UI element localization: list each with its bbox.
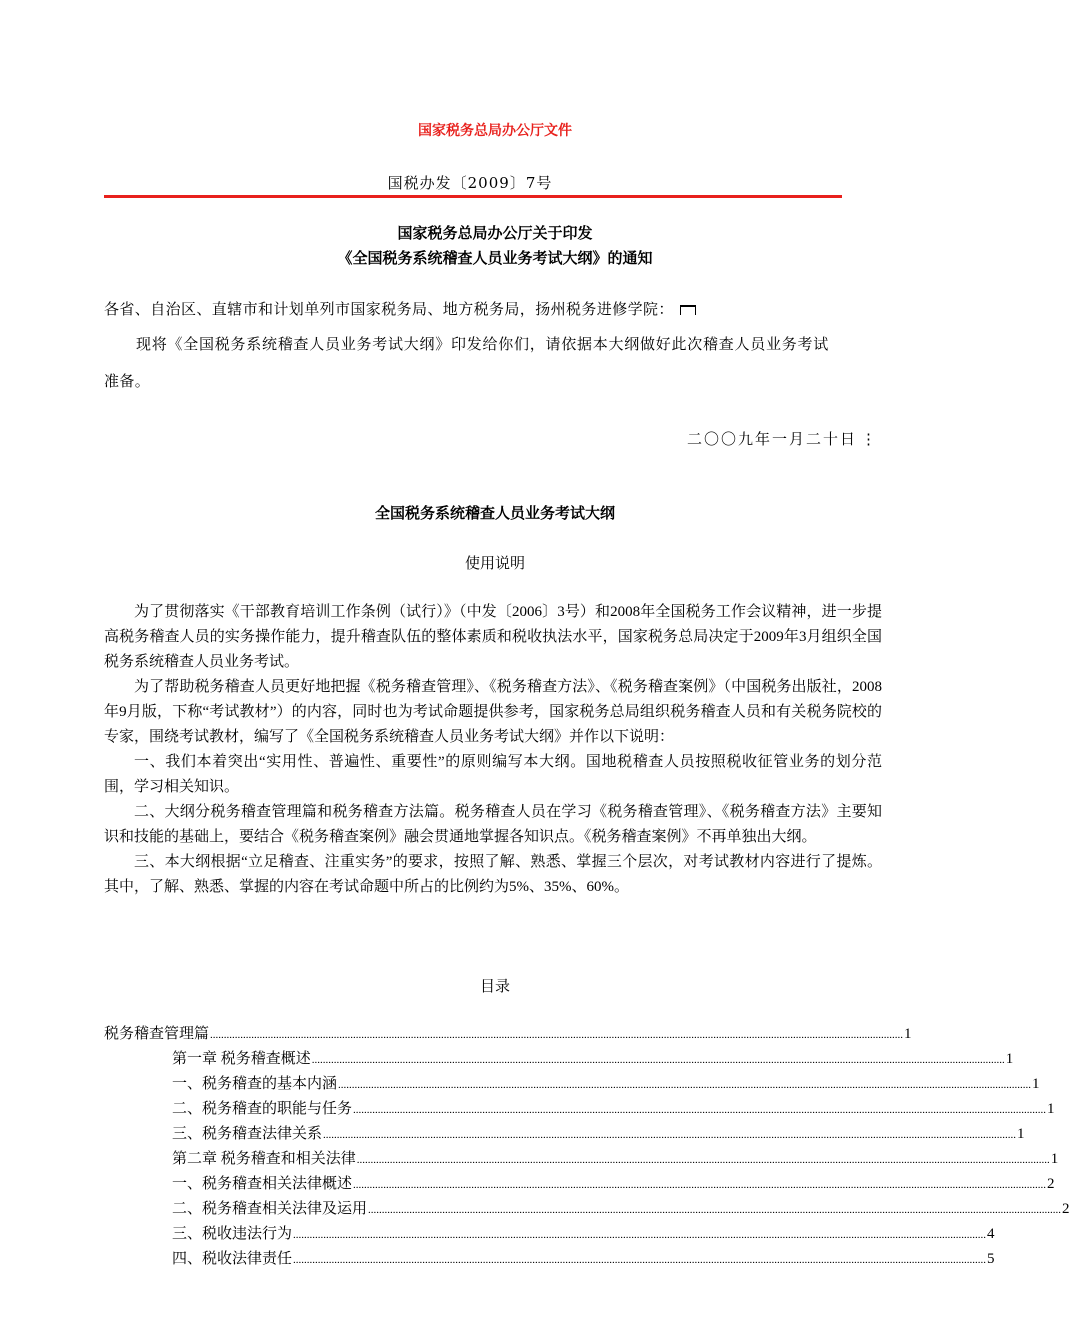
toc-entry-label: 二、税务稽查相关法律及运用 (172, 1201, 368, 1217)
toc-leader-dots: ............................................................................................................................................................................................................................................................ (293, 1254, 987, 1266)
toc-entry-page: 1 (1050, 1151, 1059, 1167)
notice-title-line1: 国家税务总局办公厅关于印发 (397, 224, 593, 242)
paragraph: 二、大纲分税务稽查管理篇和税务稽查方法篇。税务稽查人员在学习《税务稽查管理》、《税务稽查方法》主要知识和技能的基础上，要结合《税务稽查案例》融会贯通地掌握各知识点。《税务稽查案例》不再单独出大纲。 (104, 804, 882, 845)
toc-entry-page: 1 (1005, 1051, 1014, 1067)
red-divider-line (104, 195, 842, 198)
toc-entry-label: 税务稽查管理篇 (104, 1026, 210, 1042)
office-header-title: 国家税务总局办公厅文件 (418, 123, 572, 139)
toc-entry-page: 1 (1032, 1076, 1040, 1092)
toc-entry[interactable] (104, 1147, 1059, 1172)
toc-entry[interactable] (104, 1247, 995, 1272)
toc-entry[interactable] (104, 1197, 1070, 1222)
notice-title-line2: 《全国税务系统稽查人员业务考试大纲》的通知 (337, 249, 653, 267)
notice-body-line1: 现将《全国税务系统稽查人员业务考试大纲》印发给你们，请依据本大纲做好此次稽查人员业务考试 (136, 335, 830, 353)
toc-entry-page: 1 (1047, 1101, 1055, 1117)
toc-entry[interactable] (104, 1172, 1055, 1197)
toc-entry-label: 二、税务稽查的职能与任务 (172, 1101, 353, 1117)
toc-leader-dots: ............................................................................................................................................................................................................................................................ (293, 1229, 987, 1241)
toc-entry[interactable] (104, 1072, 1040, 1097)
toc-entry-page: 1 (1017, 1126, 1025, 1142)
usage-instructions (104, 600, 882, 900)
cursor-mark-icon (680, 305, 696, 315)
toc-entry-page: 1 (904, 1026, 912, 1042)
toc-leader-dots: ............................................................................................................................................................................................................................................................ (338, 1079, 1032, 1091)
date-colon-mark-icon: ⋮ (861, 430, 878, 448)
notice-date (687, 428, 878, 449)
paragraph: 三、本大纲根据“立足稽查、注重实务”的要求，按照了解、熟悉、掌握三个层次，对考试教材内容进行了提炼。其中，了解、熟悉、掌握的内容在考试命题中所占的比例约为5%、35%、60%。 (104, 854, 882, 895)
toc-entry[interactable] (104, 1022, 912, 1047)
toc-entry-label: 第一章 税务稽查概述 (172, 1051, 311, 1067)
notice-date-text: 二〇〇九年一月二十日 (686, 430, 857, 448)
toc-leader-dots: ............................................................................................................................................................................................................................................................ (210, 1029, 904, 1041)
paragraph: 为了贯彻落实《干部教育培训工作条例（试行）》（中发〔2006〕3号）和2008年全国税务工作会议精神，进一步提高税务稽查人员的实务操作能力，提升稽查队伍的整体素质和税收执法水平，国家税务总局决定于2009年3月组织全国税务系统稽查人员业务考试。 (104, 604, 882, 670)
toc-leader-dots: ............................................................................................................................................................................................................................................................ (356, 1154, 1050, 1166)
toc-entry[interactable] (104, 1222, 995, 1247)
recipients-line (104, 298, 696, 319)
toc-leader-dots: ............................................................................................................................................................................................................................................................ (323, 1129, 1017, 1141)
notice-body-line2: 准备。 (104, 372, 151, 390)
toc-entry-page: 2 (1062, 1201, 1070, 1217)
paragraph: 为了帮助税务稽查人员更好地把握《税务稽查管理》、《税务稽查方法》、《税务稽查案例》（中国税务出版社，2008年9月版，下称“考试教材”）的内容，同时也为考试命题提供参考，国家税务总局组织税务稽查人员和有关税务院校的专家，围绕考试教材，编写了《全国税务系统稽查人员业务考试大纲》并作以下说明： (104, 679, 882, 745)
table-of-contents (104, 1022, 1070, 1272)
toc-entry-label: 三、税收违法行为 (172, 1226, 293, 1242)
toc-entry-label: 四、税收法律责任 (172, 1251, 293, 1267)
toc-entry-page: 2 (1047, 1176, 1055, 1192)
toc-entry[interactable] (104, 1122, 1025, 1147)
toc-leader-dots: ............................................................................................................................................................................................................................................................ (311, 1054, 1005, 1066)
toc-entry-label: 三、税务稽查法律关系 (172, 1126, 323, 1142)
outline-subtitle: 使用说明 (464, 554, 525, 572)
outline-title: 全国税务系统稽查人员业务考试大纲 (374, 504, 615, 522)
toc-entry-page: 5 (987, 1251, 995, 1267)
document-number: 国税办发〔2009〕7号 (387, 174, 553, 192)
toc-entry[interactable] (104, 1097, 1055, 1122)
toc-entry[interactable] (104, 1047, 1014, 1072)
toc-entry-page: 4 (987, 1226, 995, 1242)
toc-leader-dots: ............................................................................................................................................................................................................................................................ (368, 1204, 1062, 1216)
recipients-text: 各省、自治区、直辖市和计划单列市国家税务局、地方税务局，扬州税务进修学院： (104, 300, 674, 318)
toc-entry-label: 第二章 税务稽查和相关法律 (172, 1151, 356, 1167)
paragraph: 一、我们本着突出“实用性、普遍性、重要性”的原则编写本大纲。国地税稽查人员按照税收征管业务的划分范围，学习相关知识。 (104, 754, 882, 795)
toc-leader-dots: ............................................................................................................................................................................................................................................................ (353, 1104, 1047, 1116)
toc-entry-label: 一、税务稽查的基本内涵 (172, 1076, 338, 1092)
toc-entry-label: 一、税务稽查相关法律概述 (172, 1176, 353, 1192)
toc-title: 目录 (479, 977, 510, 995)
toc-leader-dots: ............................................................................................................................................................................................................................................................ (353, 1179, 1047, 1191)
